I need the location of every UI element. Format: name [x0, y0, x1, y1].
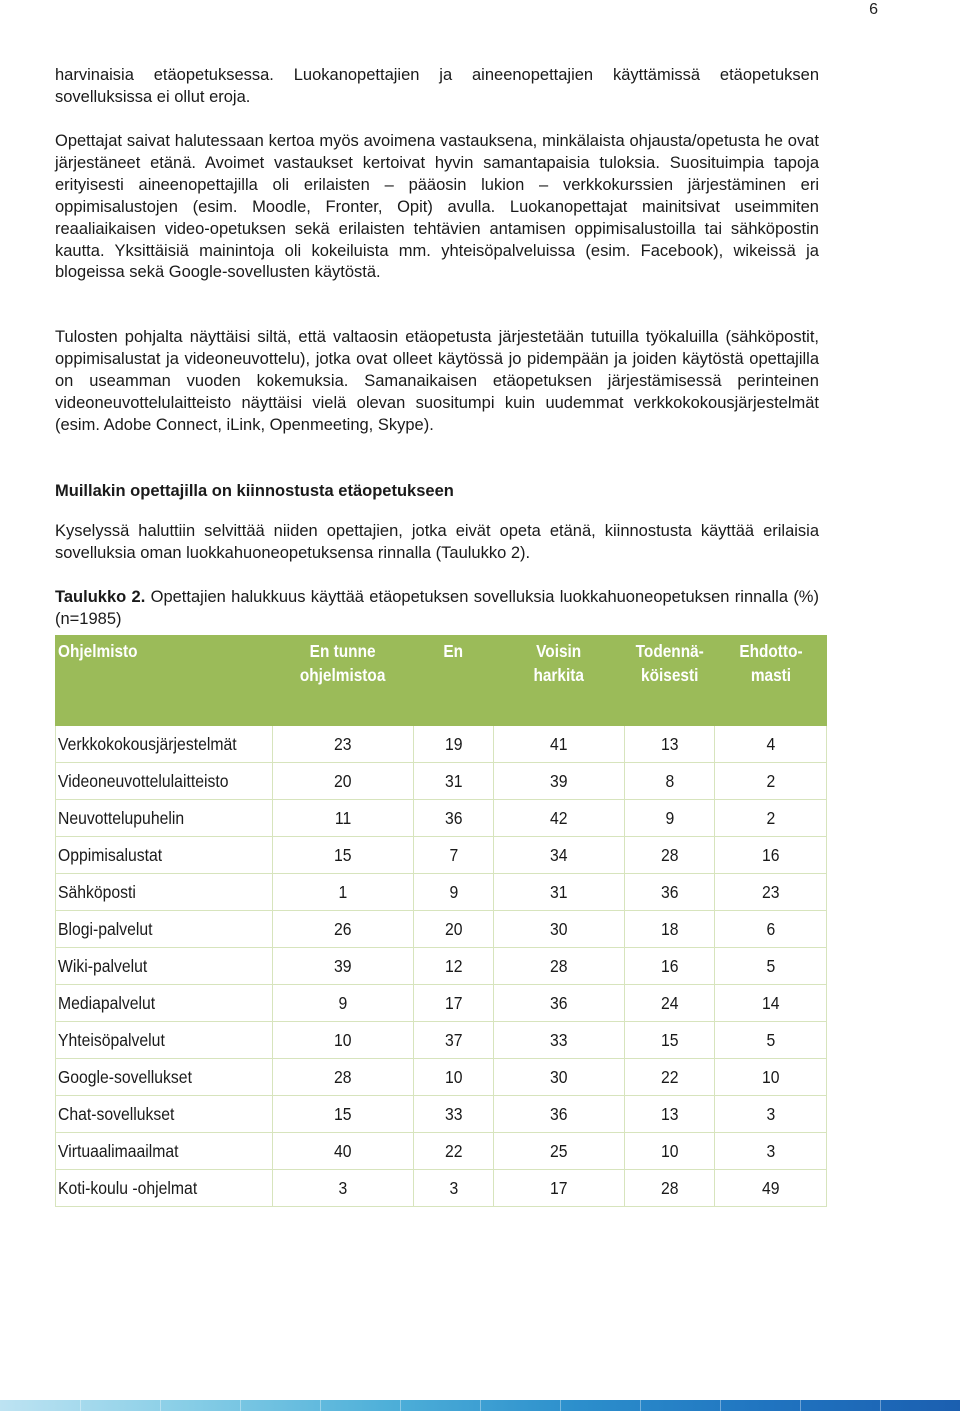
- column-header-4: [625, 636, 715, 726]
- paragraph-2: Opettajat saivat halutessaan kertoa myös avoimena vastauksena, minkälaista ohjausta/opetusta he ovat järjestäneet etänä. Avoimet vastaukset kertoivat hyvin samantapaisia tuloksia. Suosituimpia tapoja erityisesti aineenopettajilla oli erilaisten – pääosin lukion – verkkokurssien järjestäminen eri oppimisalustojen (esim. Moodle, Fronter, Opit) avulla. Luokanopettajat mainitsivat useimmiten reaaliaikaisen video-opetuksen sekä erilaisten tehtävien antamisen oppimisalustoilla tai sähköpostin kautta. Yksittäisiä mainintoja oli kokeiluista mm. yhteisöpalveluissa (esim. Facebook), wikeissä ja blogeissa sekä Google-sovellusten käytöstä.: [55, 132, 819, 282]
- value-cell: [273, 1170, 414, 1207]
- table-row: [56, 726, 827, 763]
- value-cell: [414, 837, 494, 874]
- value-cell: [494, 726, 625, 763]
- cell-value: 10: [761, 1066, 780, 1087]
- value-cell: [273, 1022, 414, 1059]
- value-cell: [494, 1059, 625, 1096]
- column-header-5: [715, 636, 827, 726]
- row-label-cell: [56, 726, 273, 763]
- cell-value: 5: [766, 1029, 775, 1050]
- cell-value: 13: [660, 733, 679, 754]
- value-cell: [273, 837, 414, 874]
- row-label: Virtuaalimaailmat: [58, 1140, 179, 1161]
- cell-value: 4: [766, 733, 775, 754]
- cell-value: 16: [761, 844, 780, 865]
- value-cell: [494, 1133, 625, 1170]
- cell-value: 15: [334, 844, 352, 865]
- row-label: Blogi-palvelut: [58, 918, 153, 939]
- value-cell: [494, 800, 625, 837]
- row-label-cell: [56, 1022, 273, 1059]
- row-label-cell: [56, 1096, 273, 1133]
- cell-value: 23: [761, 881, 780, 902]
- table-row: [56, 800, 827, 837]
- column-header-line: masti: [750, 665, 791, 685]
- row-label: Sähköposti: [58, 881, 136, 902]
- cell-value: 15: [660, 1029, 679, 1050]
- column-header-text: [444, 639, 464, 663]
- cell-value: 17: [444, 992, 463, 1013]
- cell-value: 28: [660, 1177, 679, 1198]
- cell-value: 18: [660, 918, 679, 939]
- cell-value: 31: [550, 881, 568, 902]
- value-cell: [715, 800, 827, 837]
- table-row: [56, 985, 827, 1022]
- value-cell: [273, 1133, 414, 1170]
- value-cell: [715, 948, 827, 985]
- table-body: [56, 726, 827, 1207]
- table-row: [56, 911, 827, 948]
- cell-value: 10: [444, 1066, 463, 1087]
- value-cell: [715, 1059, 827, 1096]
- value-cell: [715, 1170, 827, 1207]
- value-cell: [625, 1170, 715, 1207]
- column-header-line: En: [443, 641, 464, 661]
- cell-value: 24: [660, 992, 679, 1013]
- table-row: [56, 874, 827, 911]
- table-row: [56, 1170, 827, 1207]
- survey-table: [55, 635, 827, 1207]
- cell-value: 42: [550, 807, 568, 828]
- row-label-cell: [56, 1133, 273, 1170]
- column-header-text: [739, 639, 802, 687]
- value-cell: [273, 800, 414, 837]
- row-label: Koti-koulu -ohjelmat: [58, 1177, 198, 1198]
- table-caption: [55, 587, 819, 631]
- cell-value: 37: [444, 1029, 463, 1050]
- value-cell: [414, 874, 494, 911]
- value-cell: [494, 1170, 625, 1207]
- value-cell: [625, 874, 715, 911]
- value-cell: [273, 948, 414, 985]
- cell-value: 33: [444, 1103, 463, 1124]
- table-row: [56, 1096, 827, 1133]
- value-cell: [625, 985, 715, 1022]
- value-cell: [414, 1059, 494, 1096]
- column-header-text: [300, 639, 386, 687]
- column-header-text: [58, 639, 138, 663]
- value-cell: [625, 726, 715, 763]
- cell-value: 33: [550, 1029, 568, 1050]
- footer-bar-segment-divider: [560, 1400, 561, 1411]
- cell-value: 9: [665, 807, 674, 828]
- row-label-cell: [56, 911, 273, 948]
- value-cell: [273, 1059, 414, 1096]
- value-cell: [414, 1096, 494, 1133]
- value-cell: [494, 763, 625, 800]
- value-cell: [494, 874, 625, 911]
- cell-value: 13: [660, 1103, 679, 1124]
- table-row: [56, 1059, 827, 1096]
- column-header-1: [273, 636, 414, 726]
- cell-value: 40: [334, 1140, 352, 1161]
- row-label: Wiki-palvelut: [58, 955, 148, 976]
- value-cell: [494, 911, 625, 948]
- cell-value: 5: [766, 955, 775, 976]
- page-number: 6: [869, 1, 878, 18]
- paragraph-3: Tulosten pohjalta näyttäisi siltä, että valtaosin etäopetusta järjestetään tutuilla työkaluilla (sähköpostit, oppimisalustat ja videoneuvottelu), jotka ovat olleet käytössä jo pidempään ja joiden käytöstä opettajilla on useamman vuoden kokemuksia. Samanaikaisen etäopetuksen järjestämisessä perinteinen videoneuvottelulaitteisto näyttäisi vielä olevan suositumpi kuin uudemmat verkkokokousjärjestelmät (esim. Adobe Connect, iLink, Openmeeting, Skype).: [55, 328, 819, 434]
- column-header-line: Ohjelmisto: [58, 641, 138, 661]
- value-cell: [494, 985, 625, 1022]
- cell-value: 30: [550, 918, 568, 939]
- row-label-cell: [56, 874, 273, 911]
- value-cell: [715, 874, 827, 911]
- value-cell: [715, 1096, 827, 1133]
- paragraph-4: Kyselyssä haluttiin selvittää niiden opettajien, jotka eivät opeta etänä, kiinnostusta käyttää erilaisia sovelluksia oman luokkahuoneopetuksensa rinnalla (Taulukko 2).: [55, 522, 819, 562]
- cell-value: 28: [334, 1066, 352, 1087]
- cell-value: 26: [334, 918, 352, 939]
- value-cell: [715, 1022, 827, 1059]
- column-header-line: Voisin: [536, 641, 582, 661]
- cell-value: 14: [761, 992, 780, 1013]
- value-cell: [414, 911, 494, 948]
- column-header-line: En tunne: [310, 641, 376, 661]
- table-header-row: [56, 636, 827, 726]
- cell-value: 39: [334, 955, 352, 976]
- value-cell: [625, 948, 715, 985]
- cell-value: 39: [550, 770, 568, 791]
- value-cell: [414, 726, 494, 763]
- row-label: Neuvottelupuhelin: [58, 807, 185, 828]
- row-label: Chat-sovellukset: [58, 1103, 175, 1124]
- row-label-cell: [56, 763, 273, 800]
- table-caption-text: Opettajien halukkuus käyttää etäopetuksen sovelluksia luokkahuoneopetuksen rinnalla (%) (n=1985): [55, 588, 819, 628]
- footer-bar-segment-divider: [80, 1400, 81, 1411]
- cell-value: 2: [766, 807, 775, 828]
- cell-value: 28: [550, 955, 568, 976]
- cell-value: 20: [334, 770, 352, 791]
- value-cell: [625, 1022, 715, 1059]
- value-cell: [414, 985, 494, 1022]
- value-cell: [494, 948, 625, 985]
- cell-value: 41: [550, 733, 568, 754]
- cell-value: 9: [449, 881, 458, 902]
- column-header-text: [534, 639, 585, 687]
- cell-value: 3: [449, 1177, 458, 1198]
- cell-value: 25: [550, 1140, 568, 1161]
- column-header-line: Ehdotto-: [738, 641, 803, 661]
- cell-value: 36: [444, 807, 463, 828]
- row-label-cell: [56, 1170, 273, 1207]
- cell-value: 9: [338, 992, 348, 1013]
- value-cell: [414, 763, 494, 800]
- footer-bar-segment-divider: [480, 1400, 481, 1411]
- table-row: [56, 1133, 827, 1170]
- column-header-line: köisesti: [640, 665, 699, 685]
- cell-value: 31: [444, 770, 463, 791]
- cell-value: 30: [550, 1066, 568, 1087]
- column-header-0: [56, 636, 273, 726]
- value-cell: [414, 948, 494, 985]
- cell-value: 34: [550, 844, 568, 865]
- value-cell: [494, 1096, 625, 1133]
- footer-bar-segment-divider: [640, 1400, 641, 1411]
- row-label-cell: [56, 837, 273, 874]
- value-cell: [625, 837, 715, 874]
- cell-value: 23: [334, 733, 352, 754]
- cell-value: 2: [766, 770, 775, 791]
- column-header-line: Todennä-: [635, 641, 704, 661]
- section-heading: Muillakin opettajilla on kiinnostusta etäopetukseen: [55, 482, 454, 500]
- value-cell: [715, 1133, 827, 1170]
- value-cell: [414, 1022, 494, 1059]
- cell-value: 11: [334, 807, 352, 828]
- row-label: Verkkokokousjärjestelmät: [58, 733, 237, 754]
- footer-bar-segment-divider: [400, 1400, 401, 1411]
- cell-value: 22: [444, 1140, 463, 1161]
- footer-bar-segment-divider: [720, 1400, 721, 1411]
- row-label-cell: [56, 948, 273, 985]
- cell-value: 3: [766, 1103, 775, 1124]
- footer-bar-segment-divider: [880, 1400, 881, 1411]
- column-header-line: ohjelmistoa: [300, 665, 386, 685]
- value-cell: [625, 1059, 715, 1096]
- value-cell: [273, 763, 414, 800]
- footer-bar-segment-divider: [320, 1400, 321, 1411]
- value-cell: [273, 726, 414, 763]
- value-cell: [414, 1133, 494, 1170]
- value-cell: [494, 837, 625, 874]
- table-row: [56, 763, 827, 800]
- cell-value: 16: [660, 955, 679, 976]
- value-cell: [715, 726, 827, 763]
- cell-value: 12: [444, 955, 463, 976]
- cell-value: 15: [334, 1103, 352, 1124]
- value-cell: [625, 911, 715, 948]
- row-label: Mediapalvelut: [58, 992, 156, 1013]
- row-label: Oppimisalustat: [58, 844, 163, 865]
- column-header-3: [494, 636, 625, 726]
- footer-bar-segment-divider: [800, 1400, 801, 1411]
- value-cell: [273, 1096, 414, 1133]
- row-label-cell: [56, 800, 273, 837]
- cell-value: 19: [444, 733, 463, 754]
- value-cell: [273, 985, 414, 1022]
- value-cell: [625, 763, 715, 800]
- footer-color-bar: [0, 1400, 960, 1411]
- value-cell: [625, 800, 715, 837]
- value-cell: [494, 1022, 625, 1059]
- table-row: [56, 948, 827, 985]
- value-cell: [715, 985, 827, 1022]
- cell-value: 22: [660, 1066, 679, 1087]
- column-header-2: [414, 636, 494, 726]
- value-cell: [273, 874, 414, 911]
- table-caption-label: Taulukko 2.: [55, 588, 146, 606]
- cell-value: 3: [766, 1140, 775, 1161]
- cell-value: 49: [761, 1177, 780, 1198]
- cell-value: 36: [550, 1103, 568, 1124]
- cell-value: 1: [338, 881, 348, 902]
- value-cell: [715, 837, 827, 874]
- table-header: [56, 636, 827, 726]
- row-label: Videoneuvottelulaitteisto: [58, 770, 229, 791]
- cell-value: 10: [334, 1029, 352, 1050]
- cell-value: 3: [338, 1177, 348, 1198]
- paragraph-1: harvinaisia etäopetuksessa. Luokanopettajien ja aineenopettajien käyttämissä etäopetuksen sovelluksissa ei ollut eroja.: [55, 66, 819, 106]
- row-label-cell: [56, 1059, 273, 1096]
- footer-bar-segment-divider: [240, 1400, 241, 1411]
- table-row: [56, 1022, 827, 1059]
- row-label-cell: [56, 985, 273, 1022]
- footer-bar-segment-divider: [160, 1400, 161, 1411]
- cell-value: 36: [550, 992, 568, 1013]
- row-label: Google-sovellukset: [58, 1066, 192, 1087]
- value-cell: [625, 1133, 715, 1170]
- row-label: Yhteisöpalvelut: [58, 1029, 165, 1050]
- cell-value: 36: [660, 881, 679, 902]
- table-row: [56, 837, 827, 874]
- value-cell: [414, 1170, 494, 1207]
- cell-value: 28: [660, 844, 679, 865]
- value-cell: [625, 1096, 715, 1133]
- value-cell: [715, 911, 827, 948]
- cell-value: 7: [449, 844, 458, 865]
- column-header-text: [635, 639, 703, 687]
- cell-value: 20: [444, 918, 463, 939]
- value-cell: [414, 800, 494, 837]
- cell-value: 10: [660, 1140, 679, 1161]
- column-header-line: harkita: [533, 665, 585, 685]
- cell-value: 17: [550, 1177, 568, 1198]
- cell-value: 8: [665, 770, 674, 791]
- cell-value: 6: [766, 918, 775, 939]
- value-cell: [273, 911, 414, 948]
- value-cell: [715, 763, 827, 800]
